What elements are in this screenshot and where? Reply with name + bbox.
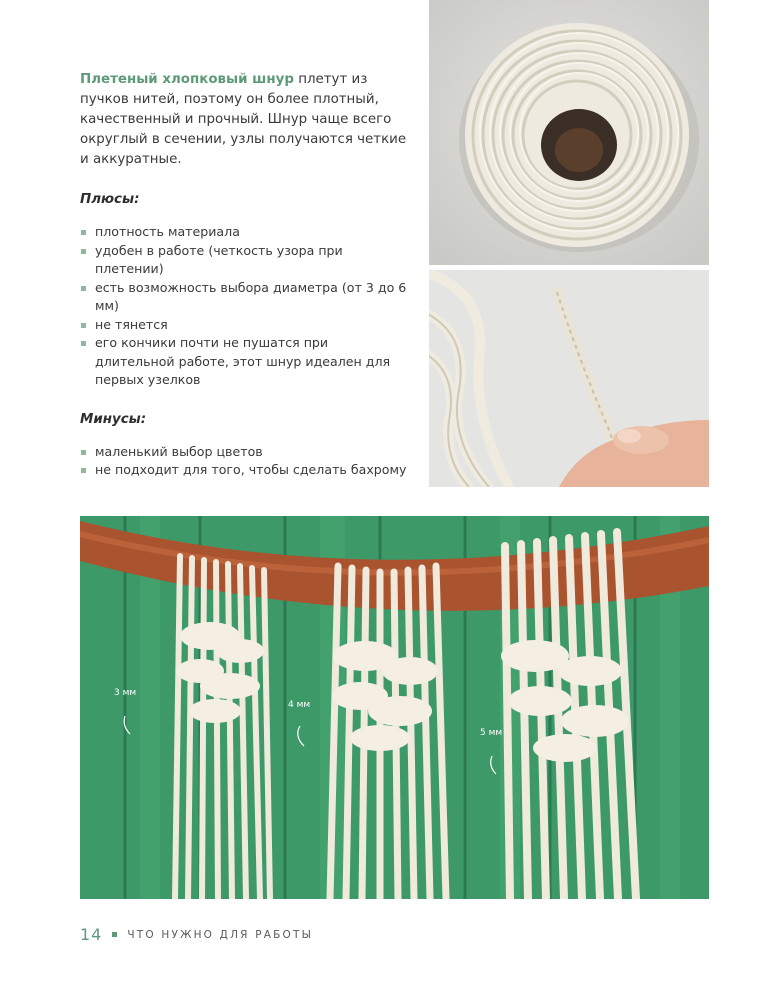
bullet-icon <box>81 249 86 254</box>
pros-list <box>80 223 410 390</box>
list-item-text: есть возможность выбора диаметра (от 3 до 6 мм) <box>95 279 407 313</box>
size-label-3mm: 3 мм <box>114 688 137 698</box>
macrame-samples-photo <box>80 516 709 899</box>
page-number: 14 <box>80 925 103 944</box>
separator-square-icon <box>112 932 117 937</box>
list-item-text: плотность материала <box>95 224 240 239</box>
list-item-text: не подходит для того, чтобы сделать бахрому <box>95 462 407 477</box>
size-label-4mm: 4 мм <box>288 700 311 710</box>
list-item <box>80 443 410 462</box>
list-item <box>80 316 410 335</box>
bullet-icon <box>81 341 86 346</box>
intro-body: плетут из пучков нитей, поэтому он более плотный, качественный и прочный. Шнур чаще всего округлый в сечении, узлы получаются четкие и аккуратные. <box>80 72 407 167</box>
cord-skein-photo <box>429 0 709 265</box>
bullet-icon <box>81 230 86 235</box>
list-item <box>80 334 410 390</box>
cord-closeup-photo <box>429 270 709 487</box>
page-footer <box>80 925 313 944</box>
section-title: ЧТО НУЖНО ДЛЯ РАБОТЫ <box>127 928 314 941</box>
bullet-icon <box>81 323 86 328</box>
bullet-icon <box>81 450 86 455</box>
list-item <box>80 461 410 480</box>
size-label-5mm: 5 мм <box>480 728 503 738</box>
list-item-text: маленький выбор цветов <box>95 443 263 459</box>
list-item <box>80 223 410 242</box>
cons-heading: Минусы: <box>80 411 147 427</box>
text-column <box>80 70 410 480</box>
list-item-text: удобен в работе (четкость узора при плетении) <box>95 242 343 276</box>
list-item <box>80 242 410 279</box>
cons-list <box>80 443 410 480</box>
list-item-text: не тянется <box>95 316 168 332</box>
list-item-text: его кончики почти не пушатся при длительной работе, этот шнур идеален для первых узелков <box>95 335 391 387</box>
pros-heading: Плюсы: <box>80 192 140 207</box>
bullet-icon <box>81 286 86 291</box>
list-item <box>80 279 410 316</box>
bullet-icon <box>81 468 86 473</box>
intro-highlight: Плетеный хлопковый шнур <box>80 72 294 87</box>
intro-paragraph <box>80 70 410 170</box>
